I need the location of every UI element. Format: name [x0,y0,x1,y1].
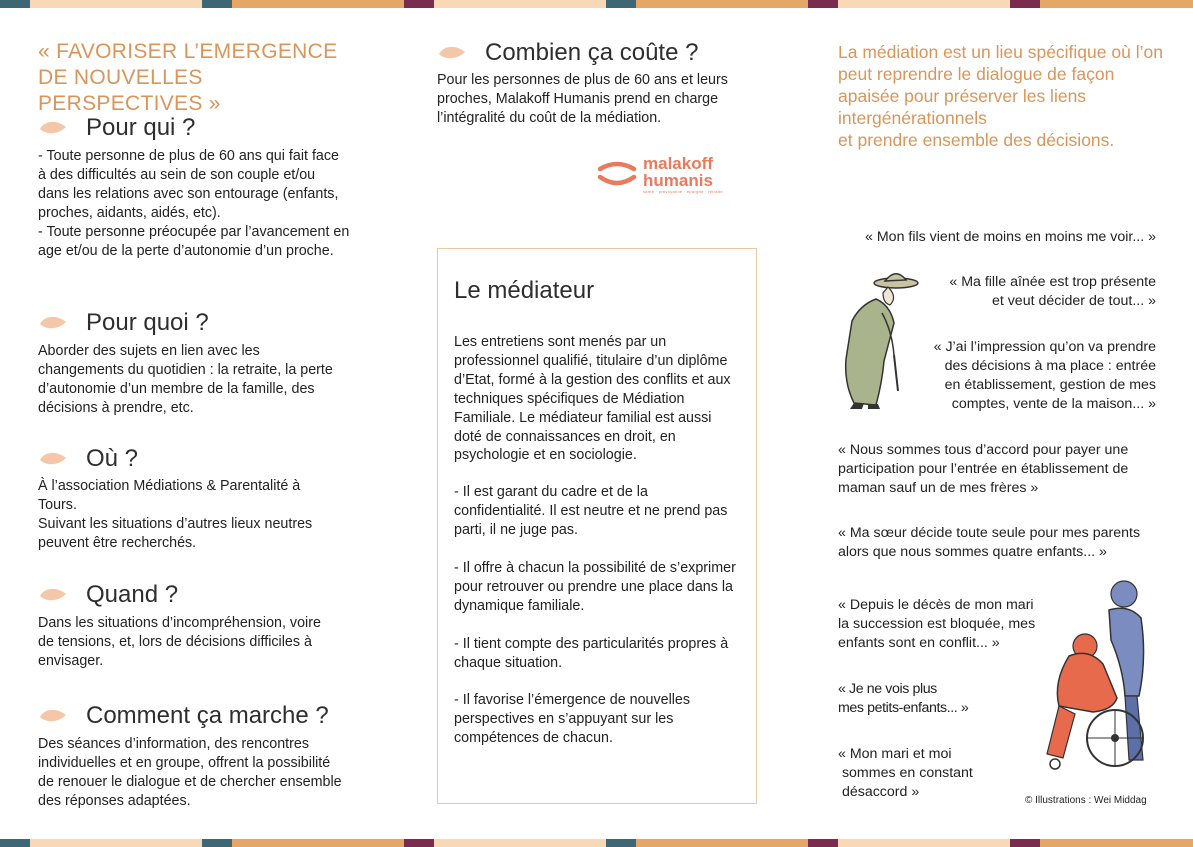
leaf-icon [38,449,68,469]
stripe-segment [1040,0,1193,8]
bottom-color-stripe [0,839,1193,847]
stripe-segment [0,0,30,8]
intro-statement: La médiation est un lieu spécifique où l’on peut reprendre le dialogue de façon apaisée pour préserver les liens intergénérationnels et prendre ensemble des décisions. [838,42,1163,150]
stripe-segment [606,0,636,8]
stripe-segment [636,0,808,8]
section-text-pour-quoi: Aborder des sujets en lien avec les changements du quotidien : la retraite, la perte d’autonomie d’un membre de la famille, des décisions à prendre, etc. [38,343,333,416]
section-title-pour-quoi [38,309,209,337]
quote: « Je ne vois plus mes petits-enfants... » [838,681,969,716]
stripe-segment [202,0,232,8]
stripe-segment [404,839,434,847]
stripe-segment [30,839,202,847]
section-text-quand: Dans les situations d’incompréhension, voire de tensions, et, lors de décisions difficiles à envisager. [38,615,321,669]
quote: « Ma fille aînée est trop présente et veut décider de tout... » [949,274,1156,309]
mediator-paragraph: Les entretiens sont menés par un professionnel qualifié, titulaire d’un diplôme d’Etat, formé à la gestion des conflits et aux techniques spécifiques de Médiation Familiale. Le médiateur familial est aussi doté de connaissances en droit, en psychologie et en sociologie. [454,334,731,464]
section-title-ou [38,445,138,473]
leaf-icon [38,313,68,333]
stripe-segment [232,0,404,8]
quote: « Depuis le décès de mon mari la succession est bloquée, mes enfants sont en conflit... » [838,597,1036,651]
mediator-paragraph: - Il est garant du cadre et de la confidentialité. Il est neutre et ne prend pas parti, il ne juge pas. [454,484,728,538]
stripe-segment [434,839,606,847]
left-eyebrow-title: « FAVORISER L’EMERGENCE DE NOUVELLES PERSPECTIVES » [38,40,338,115]
section-title-comment [38,702,329,730]
stripe-segment [232,839,404,847]
wheelchair-couple-illustration [1033,578,1153,778]
logo-tagline: santé · prévoyance · épargne · retraite [643,189,723,194]
mediator-paragraph: - Il offre à chacun la possibilité de s’exprimer pour retrouver ou prendre une place dans la dynamique familiale. [454,560,736,614]
quote: « Mon fils vient de moins en moins me voir... » [865,229,1156,245]
logo-line-2: humanis [643,171,713,190]
stripe-segment [808,839,838,847]
mediator-paragraph: - Il tient compte des particularités propres à chaque situation. [454,636,729,671]
quote: « Ma sœur décide toute seule pour mes parents alors que nous sommes quatre enfants... » [838,525,1141,560]
section-heading: Pour qui ? [86,114,196,141]
section-text-pour-qui: - Toute personne de plus de 60 ans qui fait face à des difficultés au sein de son couple et/ou dans les relations avec son entourage (enfants, proches, aidants, aidés, etc). - Toute personne préocupée par l’avancement en age et/ou de la perte d’autonomie d’un proche. [38,148,350,259]
top-color-stripe [0,0,1193,8]
section-heading: Pour quoi ? [86,309,209,336]
section-text-ou: À l’association Médiations & Parentalité à Tours. Suivant les situations d’autres lieux neutres peuvent être recherchés. [38,478,313,551]
stripe-segment [1040,839,1193,847]
quote: « J’ai l’impression qu’on va prendre des décisions à ma place : entrée en établissement, gestion de mes comptes, vente de la maison... » [933,339,1156,412]
section-title-cout [437,39,698,67]
stripe-segment [1010,0,1040,8]
stripe-segment [30,0,202,8]
quote: « Nous sommes tous d’accord pour payer une participation pour l’entrée en établissement de maman sauf un de mes frères » [838,442,1129,496]
stripe-segment [808,0,838,8]
section-heading: Comment ça marche ? [86,702,329,729]
stripe-segment [1010,839,1040,847]
leaf-icon [38,118,68,138]
logo-line-1: malakoff [643,154,713,173]
stripe-segment [606,839,636,847]
leaf-icon [437,43,467,63]
stripe-segment [404,0,434,8]
mediator-title: Le médiateur [454,277,595,304]
section-heading: Combien ça coûte ? [485,39,699,66]
illustration-credit: © Illustrations : Wei Middag [1025,795,1147,806]
section-heading: Où ? [86,445,139,472]
leaf-icon [38,585,68,605]
stripe-segment [636,839,808,847]
quote: « Mon mari et moi sommes en constant désaccord » [838,746,973,800]
malakoff-humanis-logo-icon [597,160,637,190]
stripe-segment [0,839,30,847]
elderly-man-with-cane-illustration [838,263,922,411]
section-text-comment: Des séances d’information, des rencontres individuelles et en groupe, offrent la possibilité de renouer le dialogue et de chercher ensemble des réponses adaptées. [38,736,342,809]
stripe-segment [838,839,1010,847]
stripe-segment [434,0,606,8]
mediator-paragraph: - Il favorise l’émergence de nouvelles perspectives en s’appuyant sur les compétences de chacun. [454,692,691,746]
leaf-icon [38,706,68,726]
malakoff-humanis-logo [597,155,723,194]
cost-text: Pour les personnes de plus de 60 ans et leurs proches, Malakoff Humanis prend en charge l’intégralité du coût de la médiation. [437,72,728,126]
section-title-quand [38,581,178,609]
stripe-segment [838,0,1010,8]
mediator-box [437,248,757,804]
section-heading: Quand ? [86,581,179,608]
stripe-segment [202,839,232,847]
section-title-pour-qui [38,114,195,142]
